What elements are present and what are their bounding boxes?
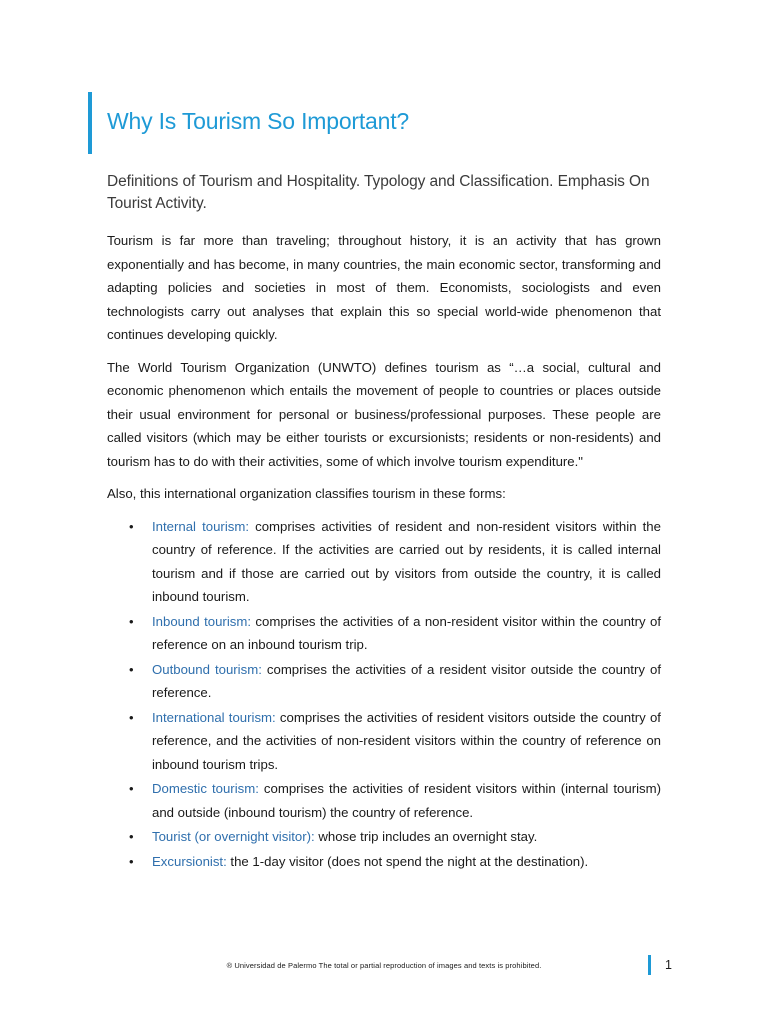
list-definition: comprises the activities of a resident visitor outside the country of reference. bbox=[152, 661, 661, 700]
list-term: Inbound tourism: bbox=[152, 613, 251, 629]
list-definition: comprises the activities of resident visitors outside the country of reference, and the activities of non-resident visitors within the country of reference on inbound tourism trips. bbox=[152, 709, 661, 772]
tourism-forms-list bbox=[107, 515, 661, 874]
list-definition: the 1-day visitor (does not spend the night at the destination). bbox=[226, 853, 589, 869]
list-definition: whose trip includes an overnight stay. bbox=[314, 829, 538, 844]
bullet-icon: • bbox=[129, 613, 134, 629]
bullet-icon: • bbox=[129, 661, 134, 677]
list-term: Excursionist: bbox=[152, 853, 227, 869]
page-subtitle: Definitions of Tourism and Hospitality. Typology and Classification. Emphasis On Tourist Activity. bbox=[107, 173, 650, 212]
list-definition: comprises the activities of a non-resident visitor within the country of reference on an inbound tourism trip. bbox=[152, 613, 662, 652]
paragraph-intro: Tourism is far more than traveling; throughout history, it is an activity that has grown exponentially and has become, in many countries, the main economic sector, transforming and adapting policies and societies in most of them. Economists, sociologists and even technologists carry out analyses that explain this so special world-wide phenomenon that continues developing quickly. bbox=[107, 233, 661, 342]
list-item-inbound-tourism bbox=[107, 610, 661, 657]
list-item-internal-tourism bbox=[107, 515, 661, 609]
paragraph-classification-lead: Also, this international organization classifies tourism in these forms: bbox=[107, 486, 506, 501]
page-number: 1 bbox=[665, 958, 672, 972]
bullet-icon: • bbox=[129, 518, 134, 534]
bullet-icon: • bbox=[129, 829, 134, 844]
list-item-international-tourism bbox=[107, 706, 661, 777]
list-term: Outbound tourism: bbox=[152, 661, 262, 677]
list-item-tourist bbox=[107, 825, 661, 849]
page-number-accent-bar bbox=[648, 955, 651, 975]
bullet-icon: • bbox=[129, 709, 134, 725]
list-definition: comprises the activities of resident visitors within (internal tourism) and outside (inbound tourism) the country of reference. bbox=[152, 781, 661, 820]
list-item-outbound-tourism bbox=[107, 658, 661, 705]
list-term: International tourism: bbox=[152, 709, 276, 725]
list-item-domestic-tourism bbox=[107, 777, 661, 824]
body-text bbox=[107, 229, 661, 874]
list-term: Domestic tourism: bbox=[152, 781, 259, 796]
bullet-icon: • bbox=[129, 781, 134, 796]
paragraph-unwto-definition: The World Tourism Organization (UNWTO) defines tourism as “…a social, cultural and economic phenomenon which entails the movement of people to countries or places outside their usual environment for personal or business/professional purposes. These people are called visitors (which may be either tourists or excursionists; residents or non-residents) and tourism has to do with their activities, some of which involve tourism expenditure." bbox=[107, 359, 661, 469]
list-term: Tourist (or overnight visitor): bbox=[152, 829, 315, 844]
title-accent-bar bbox=[88, 92, 92, 154]
list-term: Internal tourism: bbox=[152, 518, 249, 534]
list-item-excursionist bbox=[107, 850, 661, 874]
page-title: Why Is Tourism So Important? bbox=[107, 108, 410, 134]
bullet-icon: • bbox=[129, 853, 134, 869]
list-definition: comprises activities of resident and non-resident visitors within the country of reference. If the activities are carried out by residents, it is called internal tourism and if those are carried out by visitors from outside the country, it is called inbound tourism. bbox=[152, 518, 661, 604]
copyright-notice: ® Universidad de Palermo The total or partial reproduction of images and texts is prohibited. bbox=[226, 961, 542, 970]
